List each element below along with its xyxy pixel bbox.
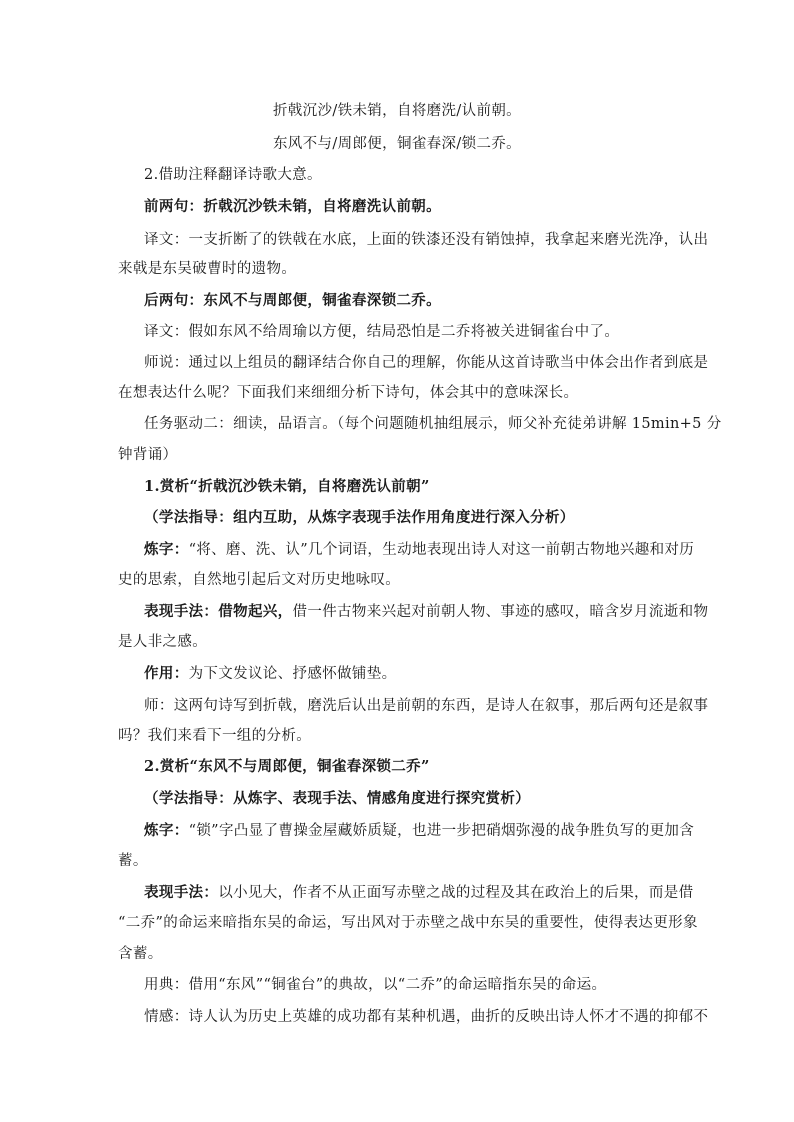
a1-word-line-1	[144, 540, 694, 560]
a1-method-label: 表现手法：借物起兴，	[144, 603, 293, 620]
teacher-1-line-2: 在想表达什么呢？下面我们来细细分析下诗句，体会其中的意味深长。	[118, 385, 579, 401]
a1-effect-label: 作用：	[144, 665, 189, 682]
poem-line-2: 东风不与/周郎便，铜雀春深/锁二乔。	[272, 136, 522, 152]
a1-word-text-1: “将、磨、洗、认”几个词语，生动地表现出诗人对这一前朝古物地兴趣和对历	[188, 542, 695, 558]
poem-line-1: 折戟沉沙/铁未销，自将磨洗/认前朝。	[272, 103, 522, 119]
task-drive-2-line-1: 任务驱动二：细读，品语言。（每个问题随机抽组展示，师父补充徒弟讲解 15min+5 分	[144, 416, 722, 432]
last-two-lines-text: 东风不与周郎便，铜雀春深锁二乔。	[203, 292, 442, 309]
translation-2: 译文：假如东风不给周瑜以方便，结局恐怕是二乔将被关进铜雀台中了。	[144, 324, 620, 340]
last-two-lines	[144, 291, 441, 311]
first-two-lines-label: 前两句：	[144, 198, 204, 215]
a2-emotion-line-1: 情感：诗人认为历史上英雄的成功都有某种机遇，曲折的反映出诗人怀才不遇的抑郁不	[144, 1009, 709, 1025]
a2-method-line-1	[144, 883, 693, 903]
a2-method-text-1: 以小见大，作者不从正面写赤壁之战的过程及其在政治上的后果，而是借	[218, 885, 694, 901]
task-drive-2-line-2: 钟背诵）	[118, 447, 178, 463]
a2-word-line-2: 蓄。	[118, 853, 148, 869]
analysis-2-heading: 2.赏析“东风不与周郎便，铜雀春深锁二乔”	[144, 758, 430, 775]
a2-method-line-3: 含蓄。	[118, 946, 163, 962]
translation-1-line-2: 来戟是东吴破曹时的遗物。	[118, 261, 297, 277]
a1-effect-line	[144, 664, 396, 684]
teacher-1-line-1: 师说：通过以上组员的翻译结合你自己的理解，你能从这首诗歌当中体会出作者到底是	[144, 355, 709, 371]
a2-word-label: 炼字：	[144, 822, 189, 839]
teacher-2-line-2: 吗？我们来看下一组的分析。	[118, 728, 312, 744]
last-two-lines-label: 后两句：	[144, 292, 204, 309]
a1-word-line-2: 史的思索，自然地引起后文对历史地咏叹。	[118, 572, 401, 588]
analysis-1-guide: （学法指导：组内互助，从炼字表现手法作用角度进行深入分析）	[144, 509, 575, 526]
a1-method-line-1	[144, 602, 708, 622]
analysis-1-heading: 1.赏析“折戟沉沙铁未销，自将磨洗认前朝”	[144, 478, 430, 495]
first-two-lines-text: 折戟沉沙铁未销，自将磨洗认前朝。	[203, 198, 442, 215]
a1-method-line-2: 是人非之感。	[118, 634, 208, 650]
a2-method-line-2: “二乔”的命运来暗指东吴的命运，写出风对于赤壁之战中东吴的重要性，使得表达更形象	[118, 915, 698, 931]
task-2-heading: 2.借助注释翻译诗歌大意。	[144, 167, 322, 183]
a2-word-line-1	[144, 821, 694, 841]
a2-method-label: 表现手法：	[144, 884, 219, 901]
a1-effect-text: 为下文发议论、抒感怀做铺垫。	[188, 666, 397, 682]
first-two-lines	[144, 197, 441, 217]
a2-word-text-1: “锁”字凸显了曹操金屋藏娇质疑，也进一步把硝烟弥漫的战争胜负写的更加含	[188, 823, 695, 839]
translation-1-line-1: 译文：一支折断了的铁戟在水底，上面的铁漆还没有销蚀掉，我拿起来磨光洗净，认出	[144, 232, 709, 248]
a1-word-label: 炼字：	[144, 541, 189, 558]
a1-method-text-1: 借一件古物来兴起对前朝人物、事迹的感叹，暗含岁月流逝和物	[292, 604, 709, 620]
analysis-2-guide: （学法指导：从炼字、表现手法、情感角度进行探究赏析）	[144, 790, 531, 807]
a2-allusion: 用典：借用“东风”“铜雀台”的典故，以“二乔”的命运暗指东吴的命运。	[144, 977, 607, 993]
teacher-2-line-1: 师：这两句诗写到折戟，磨洗后认出是前朝的东西，是诗人在叙事，那后两句还是叙事	[144, 698, 709, 714]
